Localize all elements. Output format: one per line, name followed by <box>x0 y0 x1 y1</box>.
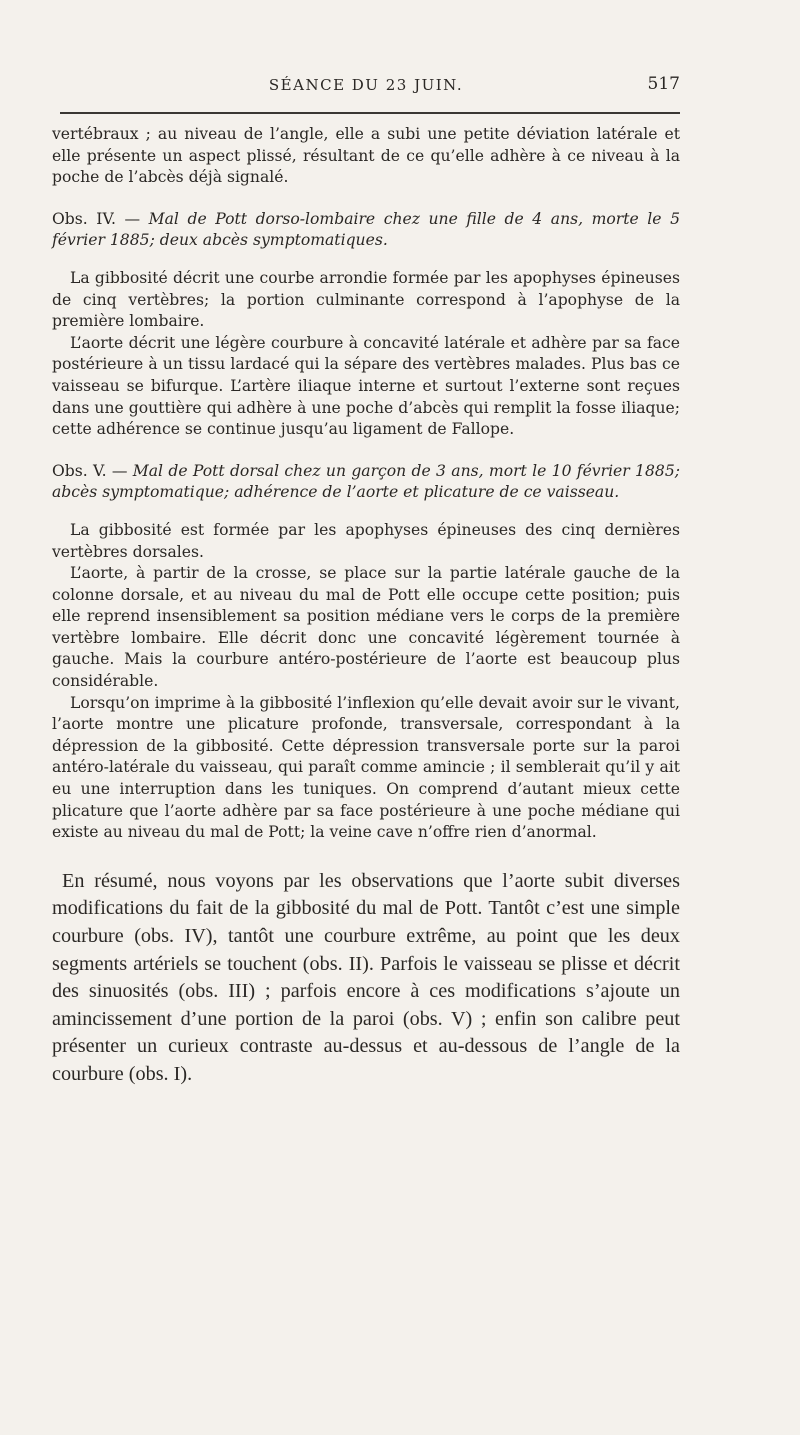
obs-5-paragraph-2: L’aorte, à partir de la crosse, se place sur la partie latérale gauche de la colonne dorsale, et au niveau du mal de Pott elle occupe cette position; puis elle reprend insensiblement sa position médiane vers le corps de la première vertèbre lombaire. Elle décrit donc une concavité légèrement tournée à gauche. Mais la courbure antéro-postérieure de l’aorte est beaucoup plus considérable. <box>52 564 680 691</box>
page-header <box>52 70 680 100</box>
obs-4-label: Obs. IV. — <box>52 209 149 228</box>
running-title: SÉANCE DU 23 JUIN. <box>268 76 464 94</box>
obs-4-heading <box>52 209 680 252</box>
page-number: 517 <box>647 74 680 94</box>
intro-paragraph: vertébraux ; au niveau de l’angle, elle a subi une petite déviation latérale et elle présente un aspect plissé, résultant de ce qu’elle adhère à ce niveau à la poche de l’abcès déjà signalé. <box>52 125 680 187</box>
obs-4-title: Mal de Pott dorso-lombaire chez une fille de 4 ans, morte le 5 février 1885; deux abcès symptomatiques. <box>52 209 681 250</box>
obs-5-title: Mal de Pott dorsal chez un garçon de 3 ans, mort le 10 février 1885; abcès symptomatique; adhérence de l’aorte et plicature de ce vaisseau. <box>52 461 680 502</box>
obs-5-label: Obs. V. — <box>52 461 133 480</box>
obs-5-heading <box>52 461 680 504</box>
page-body <box>52 124 680 1089</box>
header-rule <box>60 112 680 114</box>
obs-5-paragraph-1: La gibbosité est formée par les apophyses épineuses des cinq dernières vertèbres dorsales. <box>52 520 680 561</box>
obs-4-paragraph-1: La gibbosité décrit une courbe arrondie formée par les apophyses épineuses de cinq vertèbres; la portion culminante correspond à l’apophyse de la première lombaire. <box>52 268 680 331</box>
summary-paragraph: En résumé, nous voyons par les observations que l’aorte subit diverses modifications du fait de la gibbosité du mal de Pott. Tantôt c’est une simple courbure (obs. IV), tantôt une courbure extrême, au point que les deux segments artériels se touchent (obs. II). Parfois le vaisseau se plisse et décrit des sinuosités (obs. III) ; parfois encore à ces modifications s’ajoute un amincissement d’une portion de la paroi (obs. V) ; enfin son calibre peut présenter un curieux contraste au-dessus et au-dessous de l’angle de la courbure (obs. I). <box>52 869 680 1085</box>
obs-4-paragraph-2: L’aorte décrit une légère courbure à concavité latérale et adhère par sa face postérieure à un tissu lardacé qui la sépare des vertèbres malades. Plus bas ce vaisseau se bifurque. L’artère iliaque interne et surtout l’externe sont reçues dans une gouttière qui adhère à une poche d’abcès qui remplit la fosse iliaque; cette adhérence se continue jusqu’au ligament de Fallope. <box>52 333 680 439</box>
obs-5-paragraph-3: Lorsqu’on imprime à la gibbosité l’inflexion qu’elle devait avoir sur le vivant, l’aorte montre une plicature profonde, transversale, correspondant à la dépression de la gibbosité. Cette dépression transversale porte sur la paroi antéro-latérale du vaisseau, qui paraît comme amincie ; il semblerait qu’il y ait eu une interruption dans les tuniques. On comprend d’autant mieux cette plicature que l’aorte adhère par sa face postérieure à une poche médiane qui existe au niveau du mal de Pott; la veine cave n’offre rien d’anormal. <box>52 693 680 842</box>
